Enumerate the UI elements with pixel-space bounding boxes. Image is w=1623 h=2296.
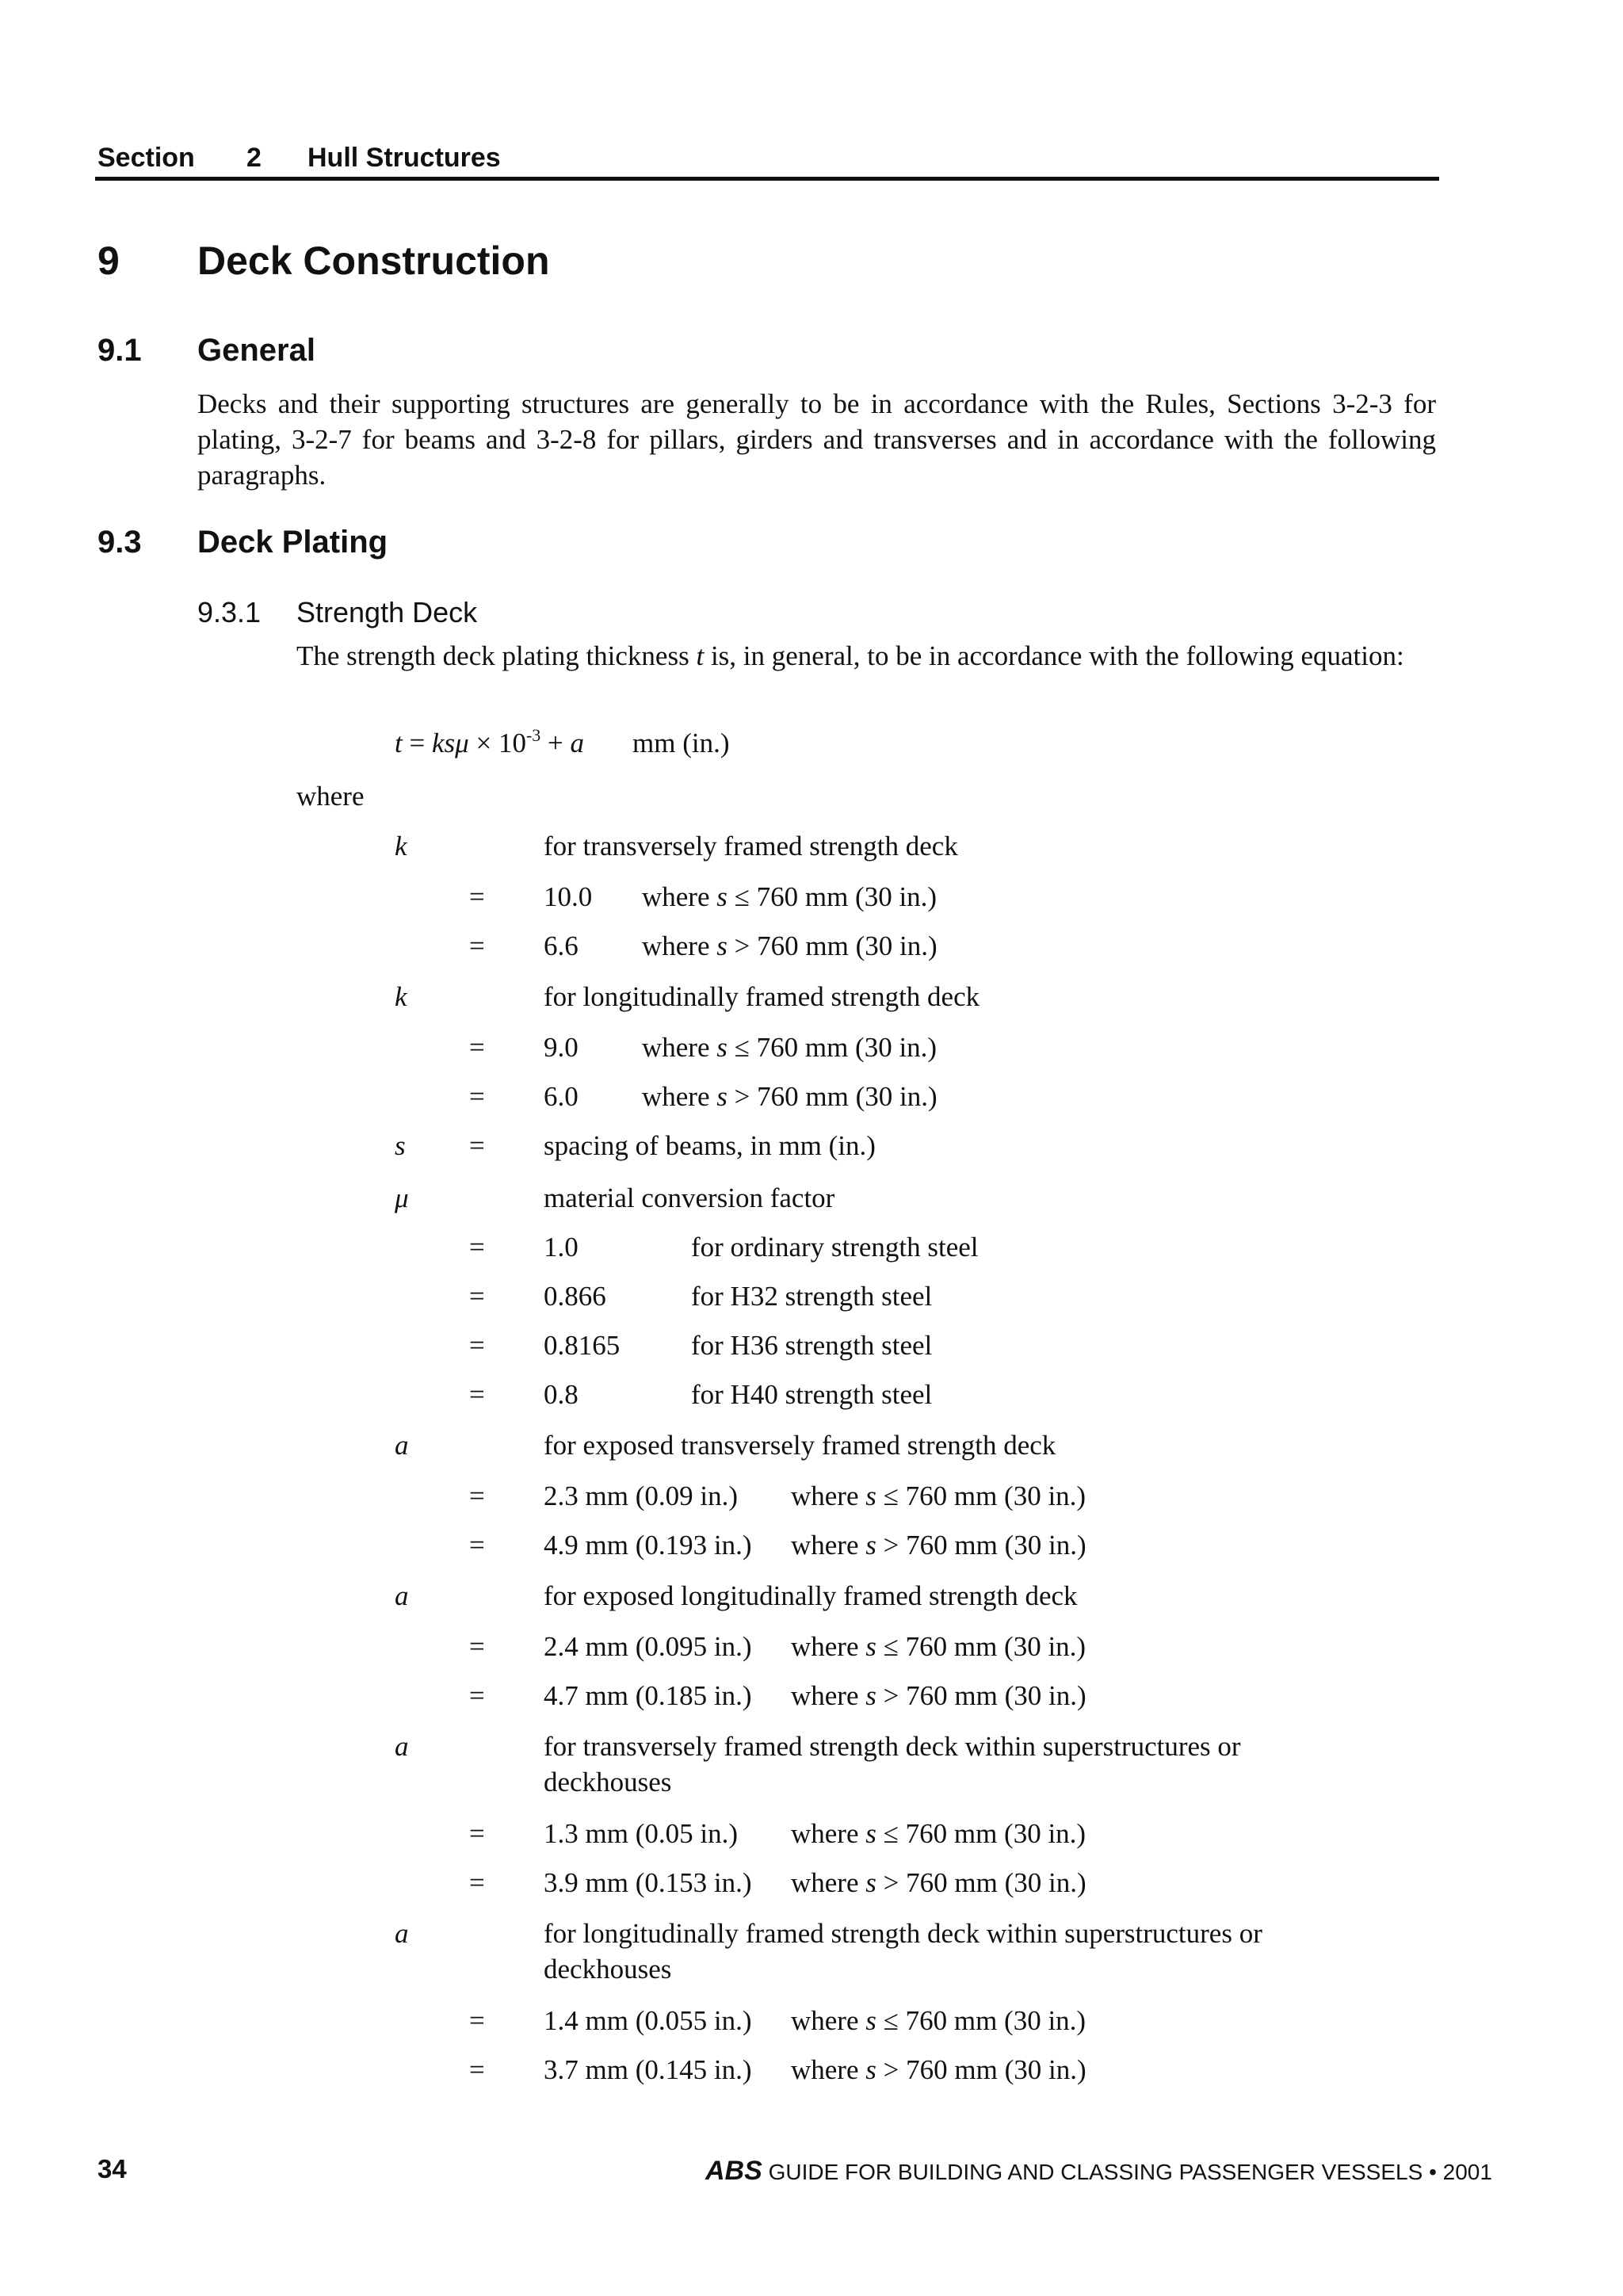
def-k1-row2-eq: = <box>469 930 485 961</box>
where-label: where <box>296 781 365 812</box>
heading-9-3-number: 9.3 <box>97 525 142 560</box>
def-a3-row1-cond <box>791 1818 1086 1850</box>
def-k2-row2-val: 6.0 <box>544 1081 579 1112</box>
cond-where: where <box>642 881 717 912</box>
def-k2-row2-eq: = <box>469 1081 485 1112</box>
cond-where: where <box>791 1530 866 1561</box>
header-section-number: 2 <box>246 143 262 173</box>
def-a2-row1-eq: = <box>469 1631 485 1662</box>
cond-where: where <box>642 1032 717 1063</box>
heading-9-1-number: 9.1 <box>97 333 142 368</box>
cond-var: s <box>865 1680 876 1711</box>
def-a3-row2-eq: = <box>469 1867 485 1898</box>
def-a3-row2-val: 3.9 mm (0.153 in.) <box>544 1867 752 1898</box>
def-a2-symbol: a <box>395 1580 409 1611</box>
def-k2-symbol: k <box>395 981 407 1012</box>
cond-where: where <box>791 2054 866 2085</box>
def-k2-row2-cond <box>642 1081 938 1113</box>
def-k2-row1-cond <box>642 1032 937 1064</box>
def-k1-row2-val: 6.6 <box>544 930 579 961</box>
header-section-title: Hull Structures <box>307 143 501 173</box>
cond-var: s <box>865 2005 876 2036</box>
def-a4-desc-line2: deckhouses <box>544 1954 672 1985</box>
footer-bullet: • <box>1429 2160 1437 2184</box>
def-mu-row1-val: 1.0 <box>544 1232 579 1263</box>
paragraph-text-before: The strength deck plating thickness <box>296 640 697 671</box>
def-a1-row2-cond <box>791 1530 1086 1561</box>
eq-a: a <box>570 728 585 758</box>
heading-9-3-1-number: 9.3.1 <box>197 596 262 628</box>
cond-where: where <box>642 1081 717 1112</box>
footer-title-text: GUIDE FOR BUILDING AND CLASSING PASSENGER VESSELS <box>762 2160 1430 2184</box>
def-s-eq: = <box>469 1130 485 1161</box>
def-mu-row2-val: 0.866 <box>544 1281 606 1312</box>
def-a4-symbol: a <box>395 1918 409 1949</box>
cond-var: s <box>865 2054 876 2085</box>
def-a2-row1-cond <box>791 1631 1086 1663</box>
def-a3-symbol: a <box>395 1731 409 1762</box>
cond-var: s <box>716 930 727 961</box>
cond-text: > 760 mm (30 in.) <box>876 2054 1086 2085</box>
paragraph-9-1: Decks and their supporting structures are generally to be in accordance with the Rules, Sections 3-2-3 for plating, 3-2-7 for beams and 3-2-8 for pillars, girders and transverses and in accordance with the following paragraphs. <box>197 388 1436 491</box>
def-a1-row2-val: 4.9 mm (0.193 in.) <box>544 1530 752 1561</box>
footer-guide-title <box>705 2156 1492 2187</box>
def-mu-symbol: μ <box>395 1182 409 1213</box>
def-a3-desc-line2: deckhouses <box>544 1767 672 1797</box>
heading-9-number: 9 <box>97 239 120 283</box>
def-a1-symbol: a <box>395 1430 409 1461</box>
def-k1-row1-eq: = <box>469 881 485 912</box>
heading-9-1-title: General <box>197 333 315 368</box>
cond-var: s <box>865 1631 876 1662</box>
cond-var: s <box>865 1530 876 1561</box>
def-a4-row2-eq: = <box>469 2054 485 2085</box>
def-s-desc: spacing of beams, in mm (in.) <box>544 1130 876 1161</box>
def-a3-row1-val: 1.3 mm (0.05 in.) <box>544 1818 738 1849</box>
cond-where: where <box>791 1867 866 1898</box>
def-s-symbol: s <box>395 1130 406 1161</box>
cond-where: where <box>791 1680 866 1711</box>
def-mu-row4-val: 0.8 <box>544 1379 579 1410</box>
def-a2-row2-eq: = <box>469 1680 485 1711</box>
eq-plus: + <box>540 728 571 758</box>
cond-text: > 760 mm (30 in.) <box>876 1530 1086 1561</box>
def-a1-row1-cond <box>791 1480 1086 1512</box>
def-a3-desc-line1: for transversely framed strength deck within superstructures or <box>544 1731 1241 1762</box>
thickness-equation <box>395 725 585 759</box>
equation-unit: mm (in.) <box>632 728 730 758</box>
def-k2-row1-eq: = <box>469 1032 485 1063</box>
def-a1-row1-val: 2.3 mm (0.09 in.) <box>544 1480 738 1511</box>
heading-9-3-1-title: Strength Deck <box>296 596 478 628</box>
eq-lhs: t <box>395 728 403 758</box>
def-a4-row2-cond <box>791 2054 1086 2086</box>
eq-ks: ks <box>431 728 456 758</box>
def-a4-row2-val: 3.7 mm (0.145 in.) <box>544 2054 752 2085</box>
def-mu-row1-eq: = <box>469 1232 485 1263</box>
def-a3-row1-eq: = <box>469 1818 485 1849</box>
heading-9-3-title: Deck Plating <box>197 525 388 560</box>
def-mu-row3-note: for H36 strength steel <box>691 1330 933 1361</box>
paragraph-variable-t: t <box>696 640 705 671</box>
cond-where: where <box>791 1818 866 1849</box>
cond-var: s <box>865 1867 876 1898</box>
def-a2-desc: for exposed longitudinally framed strength deck <box>544 1580 1078 1611</box>
cond-text: ≤ 760 mm (30 in.) <box>727 1032 938 1063</box>
eq-mu: μ <box>455 728 469 758</box>
cond-text: ≤ 760 mm (30 in.) <box>727 881 938 912</box>
def-mu-row3-eq: = <box>469 1330 485 1361</box>
def-a4-row1-eq: = <box>469 2005 485 2036</box>
cond-text: > 760 mm (30 in.) <box>876 1867 1086 1898</box>
cond-var: s <box>716 1081 727 1112</box>
def-a1-row2-eq: = <box>469 1530 485 1561</box>
cond-where: where <box>791 2005 866 2036</box>
footer-year: 2001 <box>1436 2160 1492 2184</box>
def-mu-desc: material conversion factor <box>544 1182 835 1213</box>
def-mu-row1-note: for ordinary strength steel <box>691 1232 979 1263</box>
cond-where: where <box>791 1631 866 1662</box>
def-a2-row1-val: 2.4 mm (0.095 in.) <box>544 1631 752 1662</box>
cond-text: ≤ 760 mm (30 in.) <box>876 1480 1086 1511</box>
def-a3-row2-cond <box>791 1867 1086 1899</box>
def-k1-row1-cond <box>642 881 937 913</box>
def-a4-desc-line1: for longitudinally framed strength deck within superstructures or <box>544 1918 1262 1949</box>
def-k2-row1-val: 9.0 <box>544 1032 579 1063</box>
def-a2-row2-val: 4.7 mm (0.185 in.) <box>544 1680 752 1711</box>
def-k1-desc: for transversely framed strength deck <box>544 831 958 861</box>
def-mu-row4-note: for H40 strength steel <box>691 1379 933 1410</box>
def-k2-desc: for longitudinally framed strength deck <box>544 981 980 1012</box>
footer-page-number: 34 <box>97 2154 127 2183</box>
eq-equals: = <box>402 728 432 758</box>
def-a4-row1-val: 1.4 mm (0.055 in.) <box>544 2005 752 2036</box>
header-rule <box>95 177 1439 181</box>
paragraph-9-3-1 <box>296 638 1436 674</box>
cond-text: ≤ 760 mm (30 in.) <box>876 1631 1086 1662</box>
cond-text: ≤ 760 mm (30 in.) <box>876 2005 1086 2036</box>
eq-exponent: -3 <box>525 725 541 745</box>
def-k1-row1-val: 10.0 <box>544 881 593 912</box>
heading-9-title: Deck Construction <box>197 239 550 283</box>
cond-var: s <box>865 1818 876 1849</box>
cond-text: > 760 mm (30 in.) <box>727 1081 938 1112</box>
paragraph-text-after: is, in general, to be in accordance with the following equation: <box>704 640 1404 671</box>
cond-where: where <box>642 930 717 961</box>
cond-text: > 760 mm (30 in.) <box>876 1680 1086 1711</box>
eq-times: × 10 <box>468 728 526 758</box>
cond-text: ≤ 760 mm (30 in.) <box>876 1818 1086 1849</box>
def-mu-row3-val: 0.8165 <box>544 1330 621 1361</box>
cond-text: > 760 mm (30 in.) <box>727 930 938 961</box>
def-a4-row1-cond <box>791 2005 1086 2037</box>
cond-var: s <box>716 881 727 912</box>
def-a2-row2-cond <box>791 1680 1086 1712</box>
def-mu-row2-eq: = <box>469 1281 485 1312</box>
cond-var: s <box>716 1032 727 1063</box>
def-mu-row2-note: for H32 strength steel <box>691 1281 933 1312</box>
cond-where: where <box>791 1480 866 1511</box>
def-a1-row1-eq: = <box>469 1480 485 1511</box>
def-k1-row2-cond <box>642 930 938 962</box>
def-k1-symbol: k <box>395 831 407 861</box>
def-mu-row4-eq: = <box>469 1379 485 1410</box>
def-a1-desc: for exposed transversely framed strength deck <box>544 1430 1056 1461</box>
cond-var: s <box>865 1480 876 1511</box>
header-section-label: Section <box>97 143 195 173</box>
footer-brand-logo: ABS <box>705 2156 762 2186</box>
